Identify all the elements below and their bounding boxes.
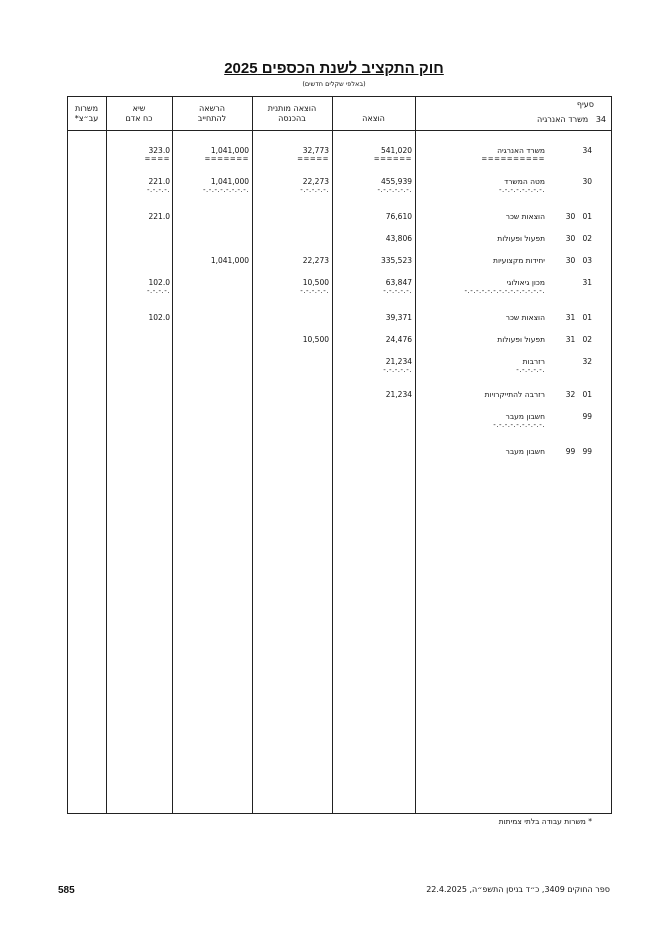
header-staff: משרות עב״צ*: [74, 104, 99, 123]
row-conditional-underline: -.-.-.-.-.: [300, 186, 329, 194]
row-name: מכון גיאולוגי: [506, 278, 545, 287]
row-manpower-underline: -.-.-.-.: [146, 287, 170, 295]
header-expense: הוצאה: [362, 114, 385, 123]
footer-publication: ספר החוקים 3409, כ״ד בניסן התשפ״ה, 22.4.2025: [426, 885, 610, 894]
row-expense-value: 335,523: [380, 256, 412, 265]
row-conditional-underline: =====: [297, 155, 329, 163]
row-code: 30: [582, 177, 592, 186]
header-section: סעיף: [576, 100, 594, 109]
row-code: 01 31: [565, 313, 592, 322]
footnote: * משרות עבודה בלתי צמיתות: [498, 817, 592, 826]
row-code: 01 32: [565, 390, 592, 399]
row-manpower-underline: ====: [144, 155, 170, 163]
row-code: 02 30: [565, 234, 592, 243]
column-divider: [415, 96, 416, 814]
page-title: חוק התקציב לשנת הכספים 2025: [224, 60, 444, 77]
row-name: תפעול ופעולות: [497, 335, 545, 344]
row-manpower-value: 221.0: [148, 212, 170, 221]
row-name-underline: -.-.-.-.-.-.-.-.-.-.-.-.-.-.: [464, 287, 545, 295]
row-code: 01 30: [565, 212, 592, 221]
row-expense-value: 455,939: [380, 177, 412, 186]
row-name: חשבון מעבר: [505, 447, 545, 456]
row-commitment-value: 1,041,000: [210, 256, 249, 265]
row-expense-value: 63,847: [385, 278, 412, 287]
row-manpower-value: 102.0: [148, 313, 170, 322]
row-manpower-value: 221.0: [148, 177, 170, 186]
row-name-underline: -.-.-.-.-.-.-.-.-.: [493, 421, 545, 429]
row-name: משרד האנרגיה: [497, 146, 545, 155]
page-subtitle: (באלפי שקלים חדשים): [302, 80, 366, 88]
row-name: תפעול ופעולות: [497, 234, 545, 243]
row-name: הוצאות שכר: [505, 212, 545, 221]
row-conditional-value: 32,773: [302, 146, 329, 155]
row-name-underline: -.-.-.-.-.-.-.-.: [498, 186, 545, 194]
row-name: הוצאות שכר: [505, 313, 545, 322]
row-manpower-value: 102.0: [148, 278, 170, 287]
row-code: 02 31: [565, 335, 592, 344]
header-commitment: הרשאה להתחייב: [197, 104, 227, 123]
row-commitment-underline: -.-.-.-.-.-.-.-.: [202, 186, 249, 194]
column-divider: [106, 96, 107, 814]
row-commitment-value: 1,041,000: [210, 177, 249, 186]
row-expense-value: 24,476: [385, 335, 412, 344]
row-code: 99: [582, 412, 592, 421]
header-divider: [67, 130, 612, 131]
row-conditional-value: 10,500: [302, 335, 329, 344]
row-name: רזרבות: [522, 357, 545, 366]
row-code: 34: [582, 146, 592, 155]
row-expense-value: 21,234: [385, 357, 412, 366]
row-expense-value: 541,020: [380, 146, 412, 155]
row-manpower-value: 323.0: [148, 146, 170, 155]
row-manpower-underline: -.-.-.-.: [146, 186, 170, 194]
row-conditional-value: 22,273: [302, 256, 329, 265]
row-expense-value: 39,371: [385, 313, 412, 322]
header-section-sub: 34 משרד האנרגיה: [537, 115, 606, 124]
header-manpower: שיא כח אדם: [125, 104, 153, 123]
row-expense-value: 76,610: [385, 212, 412, 221]
row-expense-underline: -.-.-.-.-.: [383, 287, 412, 295]
column-divider: [252, 96, 253, 814]
column-divider: [172, 96, 173, 814]
row-conditional-value: 22,273: [302, 177, 329, 186]
row-expense-value: 21,234: [385, 390, 412, 399]
row-conditional-underline: -.-.-.-.-.: [300, 287, 329, 295]
page-number: 585: [58, 885, 75, 896]
row-name-underline: -.-.-.-.-.: [516, 366, 545, 374]
row-name-underline: ==========: [481, 155, 545, 163]
row-name: יחידות מקצועיות: [493, 256, 545, 265]
row-expense-underline: -.-.-.-.-.-.: [377, 186, 412, 194]
row-commitment-value: 1,041,000: [210, 146, 249, 155]
row-name: רזרבה להתייקרויות: [484, 390, 545, 399]
row-name: מטה המשרד: [504, 177, 545, 186]
row-code: 32: [582, 357, 592, 366]
row-code: 03 30: [565, 256, 592, 265]
row-code: 99 99: [565, 447, 592, 456]
column-divider: [332, 96, 333, 814]
row-conditional-value: 10,500: [302, 278, 329, 287]
row-expense-value: 43,806: [385, 234, 412, 243]
row-expense-underline: ======: [373, 155, 412, 163]
row-expense-underline: -.-.-.-.-.: [383, 366, 412, 374]
row-name: חשבון מעבר: [505, 412, 545, 421]
header-conditional: הוצאה מותנית בהכנסה: [267, 104, 317, 123]
row-code: 31: [582, 278, 592, 287]
row-commitment-underline: =======: [204, 155, 249, 163]
